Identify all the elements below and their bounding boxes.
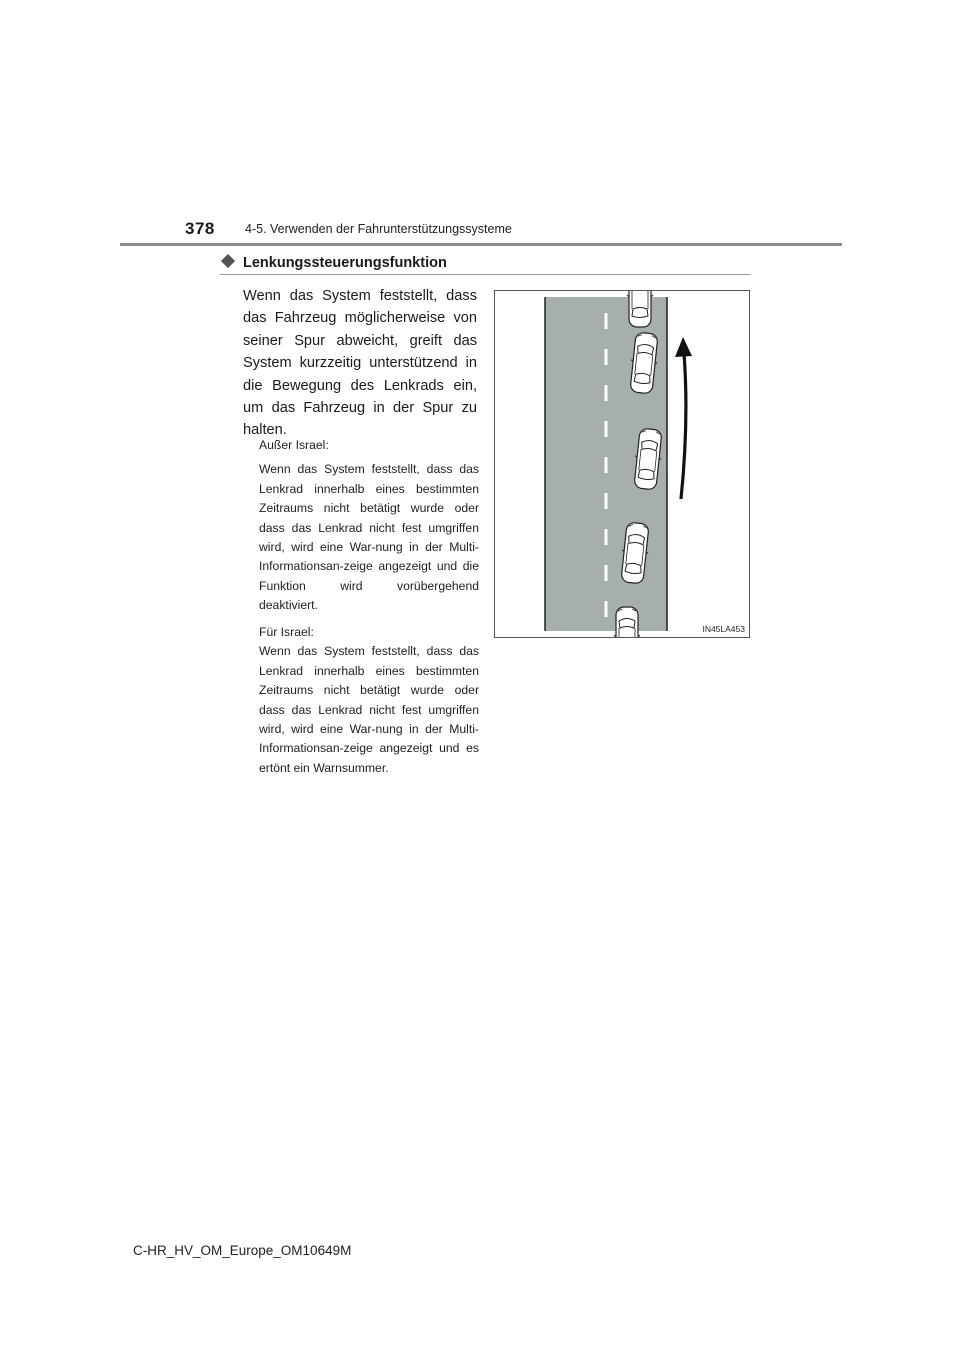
chapter-title: 4-5. Verwenden der Fahrunterstützungssysteme — [245, 222, 512, 236]
note-except-israel-label: Außer Israel: — [259, 438, 329, 452]
steering-arrow — [681, 353, 686, 499]
car-top — [627, 291, 653, 327]
section-heading-text: Lenkungssteuerungsfunktion — [243, 255, 447, 271]
figure-code: IN45LA453 — [702, 624, 745, 634]
header-divider — [120, 243, 842, 246]
steering-arrow-head-icon — [675, 337, 692, 357]
lane-illustration-svg — [495, 291, 749, 637]
main-paragraph: Wenn das System feststellt, dass das Fahrzeug möglicherweise von seiner Spur abweicht, greift das System kurzzeitig unterstützend in die Bewegung des Lenkrads ein, um das Fahrzeug in der Spur zu halten. — [243, 288, 477, 439]
footer-document-code: C-HR_HV_OM_Europe_OM10649M — [133, 1243, 352, 1258]
car-bottom — [614, 607, 640, 637]
section-heading — [220, 255, 750, 275]
note-except-israel-text: Wenn das System feststellt, dass das Lenkrad innerhalb eines bestimmten Zeitraums nicht betätigt wurde oder dass das Lenkrad nicht fest umgriffen wird, wird eine War-nung in der Multi-Informationsan-zeige angezeigt und die Funktion wird vorübergehend deaktiviert. — [259, 462, 479, 613]
note-israel-label: Für Israel: — [259, 625, 314, 639]
note-israel-text: Wenn das System feststellt, dass das Lenkrad innerhalb eines bestimmten Zeitraums nicht betätigt wurde oder dass das Lenkrad nicht fest umgriffen wird, wird eine War-nung in der Multi-Informationsan-zeige angezeigt und es ertönt ein Warnsummer. — [259, 644, 479, 775]
note-israel — [259, 623, 479, 778]
page-number: 378 — [185, 219, 215, 238]
note-except-israel — [259, 436, 479, 616]
lane-keeping-illustration — [494, 290, 750, 638]
diamond-bullet-icon — [221, 254, 235, 268]
